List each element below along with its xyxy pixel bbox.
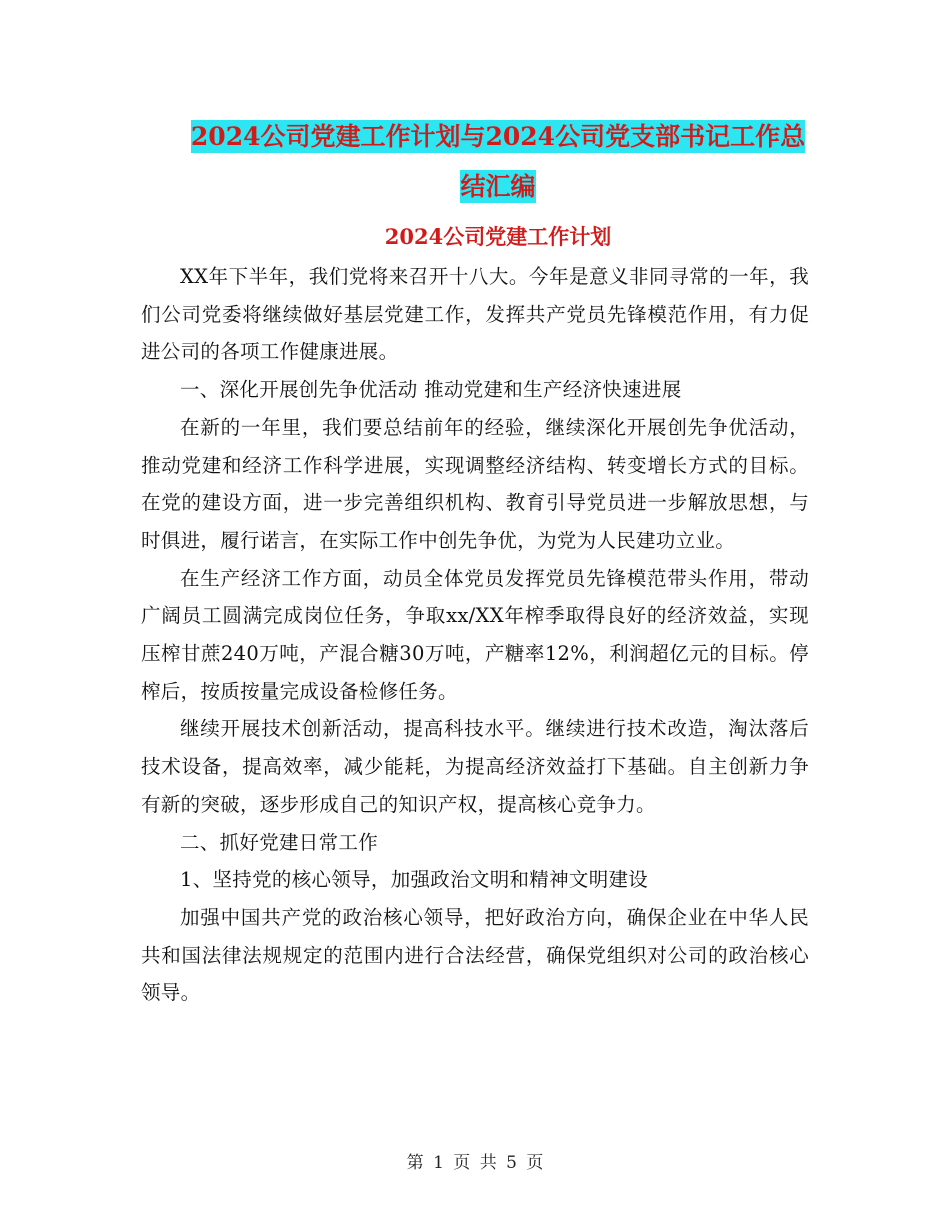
- paragraph: XX年下半年，我们党将来召开十八大。今年是意义非同寻常的一年，我们公司党委将继续做好基层党建工作，发挥共产党员先锋模范作用，有力促进公司的各项工作健康进展。: [141, 265, 809, 364]
- document-title: [140, 112, 856, 212]
- paragraph: 加强中国共产党的政治核心领导，把好政治方向，确保企业在中华人民共和国法律法规规定的范围内进行合法经营，确保党组织对公司的政治核心领导。: [141, 905, 809, 1005]
- paragraph: 一、深化开展创先争优活动 推动党建和生产经济快速进展: [180, 378, 682, 402]
- document-body: [141, 258, 809, 1012]
- paragraph: 1、坚持党的核心领导，加强政治文明和精神文明建设: [180, 868, 649, 892]
- page-footer: 第 1 页 共 5 页: [406, 1153, 544, 1173]
- document-title-line-1: 2024公司党建工作计划与2024公司党支部书记工作总: [190, 122, 806, 151]
- paragraph: 二、抓好党建日常工作: [180, 830, 379, 854]
- paragraph: 在新的一年里，我们要总结前年的经验，继续深化开展创先争优活动，推动党建和经济工作科学进展，实现调整经济结构、转变增长方式的目标。在党的建设方面，进一步完善组织机构、教育引导党员进一步解放思想，与时俱进，履行诺言，在实际工作中创先争优，为党为人民建功立业。: [141, 415, 809, 552]
- paragraph: 在生产经济工作方面，动员全体党员发挥党员先锋模范带头作用，带动广阔员工圆满完成岗位任务，争取xx/XX年榨季取得良好的经济效益，实现压榨甘蔗240万吨，产混合糖30万吨，产糖率12%，利润超亿元的目标。停榨后，按质按量完成设备检修任务。: [141, 566, 809, 703]
- document-title-line-2: 结汇编: [460, 172, 536, 201]
- paragraph: 继续开展技术创新活动，提高科技水平。继续进行技术改造，淘汰落后技术设备，提高效率，减少能耗，为提高经济效益打下基础。自主创新力争有新的突破，逐步形成自己的知识产权，提高核心竞争力。: [141, 717, 809, 816]
- section-title: 2024公司党建工作计划: [384, 224, 612, 249]
